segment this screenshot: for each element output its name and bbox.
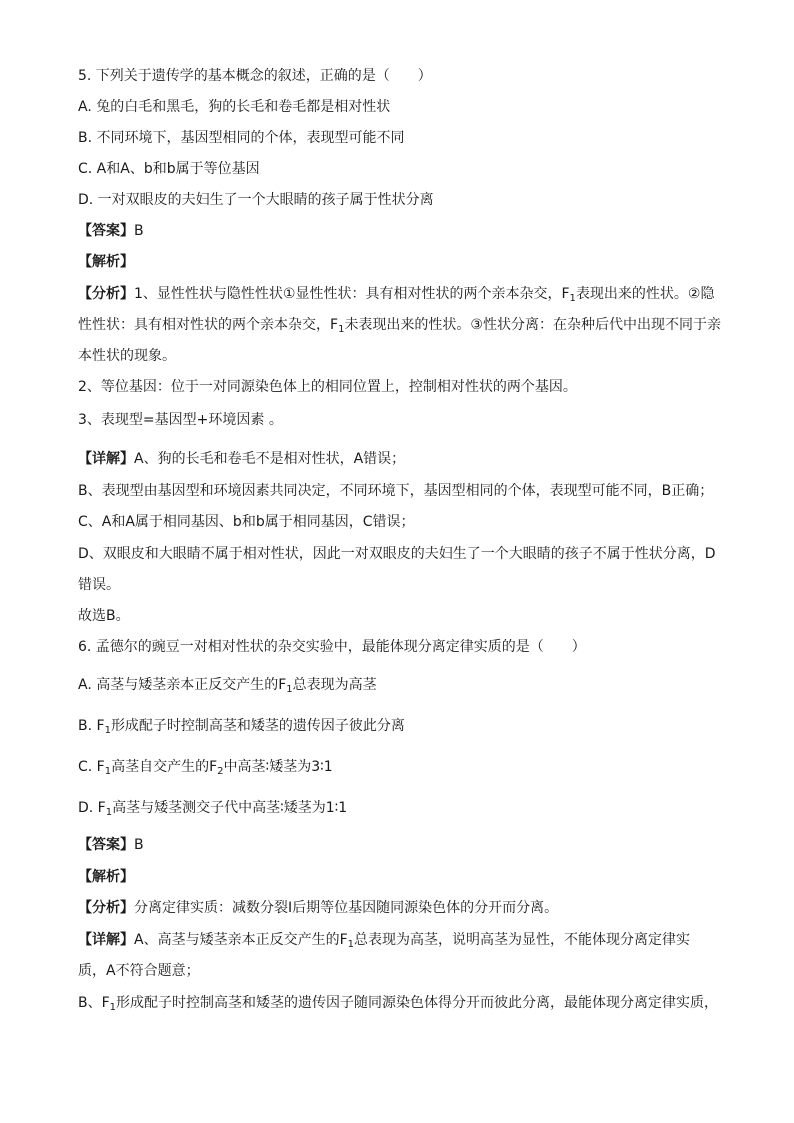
- q5-option-d: D. 一对双眼皮的夫妇生了一个大眼睛的孩子属于性状分离: [78, 192, 434, 208]
- q5-answer: [78, 221, 728, 241]
- q5-fenxi-line: 2、等位基因：位于一对同源染色体上的相同位置上，控制相对性状的两个基因。: [78, 379, 577, 395]
- q5-fenxi-line: 3、表现型=基因型+环境因素 。: [78, 412, 283, 428]
- q6-xiangjie-line: 质，A不符合题意；: [78, 963, 200, 979]
- q6-answer: [78, 835, 728, 855]
- q5-analysis-label: 【解析】: [78, 254, 134, 270]
- q5-option-a: A. 兔的白毛和黑毛，狗的长毛和卷毛都是相对性状: [78, 99, 391, 115]
- q6-xiangjie-line: 【详解】A、高茎与矮茎亲本正反交产生的$F_1$总表现为高茎，说明高茎为显性，不能体现分离定律实: [78, 932, 691, 950]
- answer-value: B: [134, 837, 144, 853]
- xiangjie-label: 【详解】: [78, 451, 134, 467]
- answer-label: 【答案】: [78, 837, 134, 853]
- q6-option-b: B. $F_1$形成配子时控制高茎和矮茎的遗传因子彼此分离: [78, 718, 405, 736]
- q5-fenxi-line: 【分析】1、显性性状与隐性性状①显性性状：具有相对性状的两个亲本杂交，$F_1$表现出来的性状。②隐: [78, 286, 715, 304]
- q5-xiangjie-line: C、A和A属于相同基因、b和b属于相同基因，C错误；: [78, 514, 415, 530]
- q5-fenxi-line: 本性状的现象。: [78, 348, 176, 364]
- q6-xiangjie-line: B、$F_1$形成配子时控制高茎和矮茎的遗传因子随同源染色体得分开而彼此分离，最能体现分离定律实质，: [78, 995, 719, 1013]
- q6-fenxi-line: 【分析】分离定律实质：减数分裂Ⅰ后期等位基因随同源染色体的分开而分离。: [78, 900, 559, 916]
- answer-label: 【答案】: [78, 223, 134, 239]
- fenxi-label: 【分析】: [78, 286, 134, 302]
- q5-conclusion: 故选B。: [78, 608, 130, 624]
- q6-stem: 6. 孟德尔的豌豆一对相对性状的杂交实验中，最能体现分离定律实质的是（ ）: [78, 639, 586, 655]
- fenxi-label: 【分析】: [78, 900, 134, 916]
- q5-stem: 5. 下列关于遗传学的基本概念的叙述，正确的是（ ）: [78, 68, 432, 84]
- q5-xiangjie-line: 错误。: [78, 577, 120, 593]
- q5-option-b: B. 不同环境下，基因型相同的个体，表现型可能不同: [78, 130, 405, 146]
- q5-xiangjie-line: B、表现型由基因型和环境因素共同决定，不同环境下，基因型相同的个体，表现型可能不同，B正确；: [78, 483, 714, 499]
- q5-xiangjie-line: D、双眼皮和大眼睛不属于相对性状，因此一对双眼皮的夫妇生了一个大眼睛的孩子不属于性状分离，D: [78, 546, 716, 562]
- q5-option-c: C. A和A、b和b属于等位基因: [78, 161, 260, 177]
- q5-xiangjie-line: 【详解】A、狗的长毛和卷毛不是相对性状，A错误；: [78, 451, 406, 467]
- q6-option-d: D. $F_1$高茎与矮茎测交子代中高茎∶矮茎为1∶1: [78, 800, 348, 818]
- answer-value: B: [134, 223, 144, 239]
- q6-option-c: C. $F_1$高茎自交产生的$F_2$中高茎∶矮茎为3∶1: [78, 759, 333, 777]
- q5-fenxi-line: 性性状：具有相对性状的两个亲本杂交，$F_1$未表现出来的性状。③性状分离：在杂种后代中出现不同于亲: [78, 317, 721, 335]
- q6-option-a: A. 高茎与矮茎亲本正反交产生的$F_1$总表现为高茎: [78, 677, 377, 695]
- xiangjie-label: 【详解】: [78, 932, 134, 948]
- q6-analysis-label: 【解析】: [78, 869, 134, 885]
